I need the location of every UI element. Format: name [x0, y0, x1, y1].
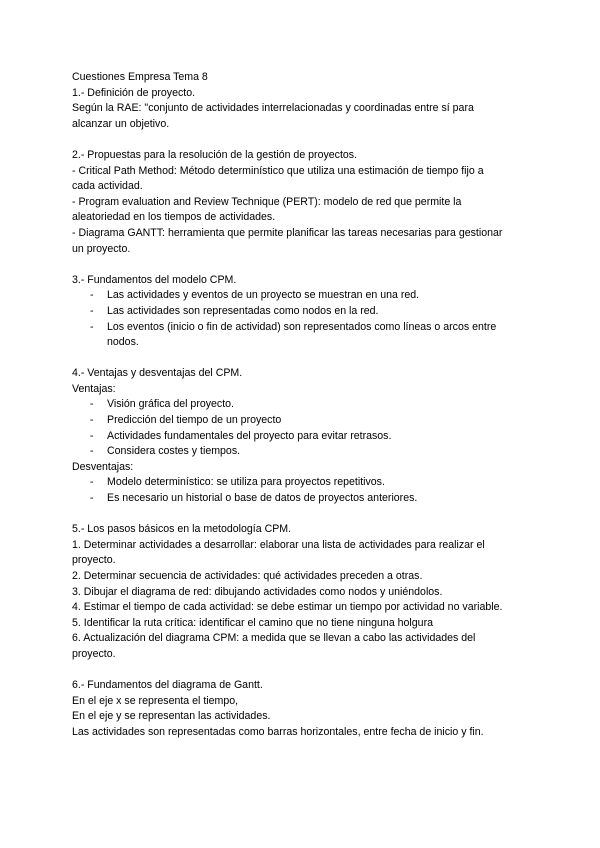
section-6-line: En el eje x se representa el tiempo, — [72, 694, 239, 707]
section-6-line: En el eje y se representan las actividades. — [72, 710, 271, 723]
section-4-heading: 4.- Ventajas y desventajas del CPM. — [72, 367, 243, 380]
section-2-heading: 2.- Propuestas para la resolución de la gestión de proyectos. — [72, 148, 358, 161]
list-item: - Los eventos (inicio o fin de actividad) son representados como líneas o arcos entre — [90, 320, 497, 333]
section-1-heading: 1.- Definición de proyecto. — [72, 86, 196, 99]
list-item: - Considera costes y tiempos. — [90, 445, 241, 458]
section-5-line: 6. Actualización del diagrama CPM: a medida que se llevan a cabo las actividades del — [72, 632, 476, 645]
list-item: - Es necesario un historial o base de datos de proyectos anteriores. — [90, 492, 418, 505]
list-item: - Modelo determinístico: se utiliza para proyectos repetitivos. — [90, 476, 385, 489]
list-item: - Las actividades son representadas como nodos en la red. — [90, 304, 379, 317]
section-5-line: 1. Determinar actividades a desarrollar: elaborar una lista de actividades para realizar el — [72, 538, 485, 551]
section-2-line: aleatoriedad en los tiempos de actividades. — [72, 211, 276, 224]
section-2-line: - Diagrama GANTT: herramienta que permite planificar las tareas necesarias para gestionar — [72, 226, 503, 239]
section-5-line: 4. Estimar el tiempo de cada actividad: se debe estimar un tiempo por actividad no variable. — [72, 601, 503, 614]
section-6-line: Las actividades son representadas como barras horizontales, entre fecha de inicio y fin. — [72, 725, 484, 738]
list-item-continuation: nodos. — [107, 336, 139, 349]
list-item: - Actividades fundamentales del proyecto para evitar retrasos. — [90, 429, 392, 442]
list-item: - Predicción del tiempo de un proyecto — [90, 414, 282, 427]
ventajas-label: Ventajas: — [72, 382, 116, 395]
section-2-line: un proyecto. — [72, 242, 131, 255]
section-2-line: - Critical Path Method: Método determinístico que utiliza una estimación de tiempo fijo a — [72, 164, 484, 177]
section-5-line: 5. Identificar la ruta crítica: identificar el camino que no tiene ninguna holgura — [72, 616, 433, 629]
section-1-line: alcanzar un objetivo. — [72, 117, 170, 130]
desventajas-label: Desventajas: — [72, 460, 134, 473]
section-5-line: 3. Dibujar el diagrama de red: dibujando actividades como nodos y uniéndolos. — [72, 585, 443, 598]
section-5-heading: 5.- Los pasos básicos en la metodología CPM. — [72, 523, 292, 536]
section-2-line: - Program evaluation and Review Technique (PERT): modelo de red que permite la — [72, 195, 462, 208]
section-3-heading: 3.- Fundamentos del modelo CPM. — [72, 273, 237, 286]
document-body — [72, 70, 532, 741]
list-item: - Visión gráfica del proyecto. — [90, 398, 235, 411]
section-5-line: 2. Determinar secuencia de actividades: qué actividades preceden a otras. — [72, 570, 423, 582]
section-2-line: cada actividad. — [72, 180, 143, 193]
list-item: - Las actividades y eventos de un proyecto se muestran en una red. — [90, 289, 420, 302]
document-title: Cuestiones Empresa Tema 8 — [72, 71, 208, 83]
section-6-heading: 6.- Fundamentos del diagrama de Gantt. — [72, 679, 263, 692]
section-5-line: proyecto. — [72, 647, 116, 660]
section-1-line: Según la RAE: "conjunto de actividades interrelacionadas y coordinadas entre sí para — [72, 102, 474, 115]
section-5-line: proyecto. — [72, 554, 116, 567]
